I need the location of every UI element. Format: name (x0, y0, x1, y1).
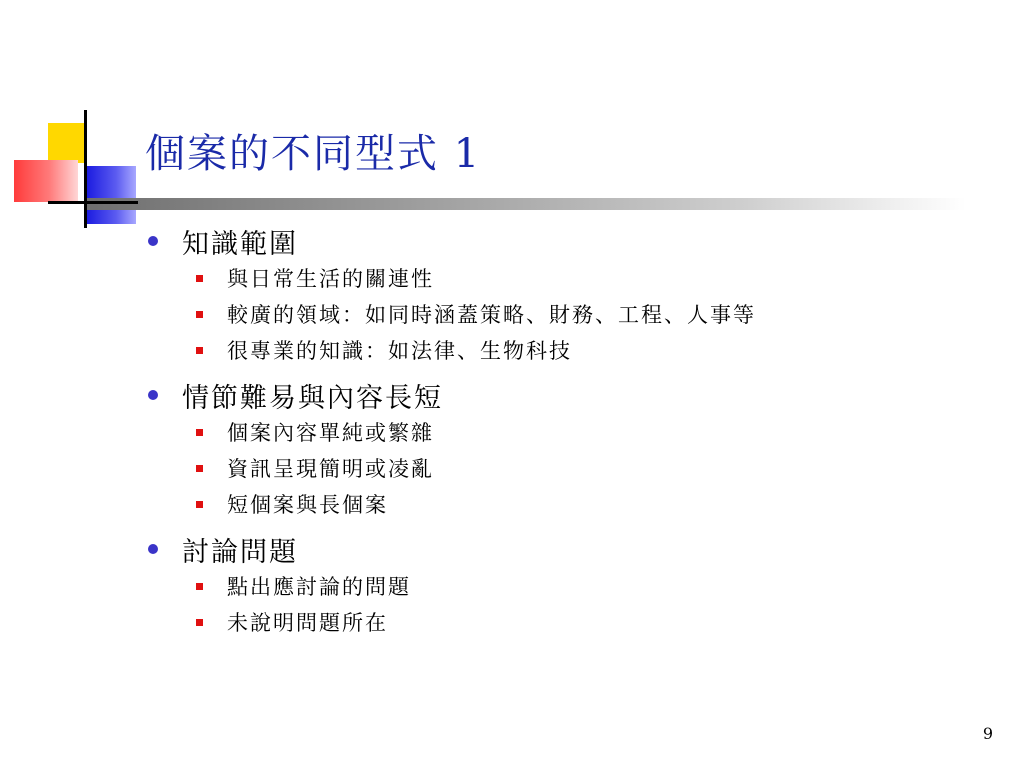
list-item-text: 與日常生活的關連性 (227, 267, 434, 291)
corner-decoration (0, 0, 1024, 240)
section-knowledge-scope (148, 222, 1008, 368)
list-item-text: 很專業的知識：如法律、生物科技 (227, 339, 572, 363)
square-bullet-icon (196, 311, 203, 318)
slide-title: 個案的不同型式 1 (145, 131, 482, 177)
list-item (148, 332, 1008, 368)
list-item (148, 568, 1008, 604)
bullet-dot-icon (148, 236, 158, 246)
bullet-dot-icon (148, 544, 158, 554)
section-discussion-questions (148, 530, 1008, 640)
sub-bullet-list (148, 260, 1008, 368)
sub-bullet-list (148, 414, 1008, 522)
list-item-text: 未說明問題所在 (227, 611, 388, 635)
list-item (148, 486, 1008, 522)
section-heading (148, 222, 1008, 260)
page-number: 9 (982, 724, 993, 743)
bullet-dot-icon (148, 390, 158, 400)
yellow-square-decoration (48, 123, 86, 163)
square-bullet-icon (196, 275, 203, 282)
list-item (148, 604, 1008, 640)
section-heading (148, 376, 1008, 414)
square-bullet-icon (196, 347, 203, 354)
list-item-text: 較廣的領域：如同時涵蓋策略、財務、工程、人事等 (227, 303, 756, 327)
section-heading (148, 530, 1008, 568)
section-heading-text: 討論問題 (182, 536, 298, 568)
list-item (148, 296, 1008, 332)
section-heading-text: 情節難易與內容長短 (182, 382, 443, 414)
list-item-text: 短個案與長個案 (227, 493, 388, 517)
square-bullet-icon (196, 619, 203, 626)
title-underline-rule (86, 198, 966, 210)
list-item (148, 260, 1008, 296)
list-item-text: 個案內容單純或繁雜 (227, 421, 434, 445)
list-item (148, 414, 1008, 450)
section-difficulty-length (148, 376, 1008, 522)
section-heading-text: 知識範圍 (182, 228, 298, 260)
sub-bullet-list (148, 568, 1008, 640)
horizontal-line-decoration (48, 201, 138, 204)
square-bullet-icon (196, 501, 203, 508)
list-item-text: 點出應討論的問題 (227, 575, 411, 599)
vertical-line-decoration (84, 110, 87, 228)
red-square-decoration (14, 160, 78, 202)
list-item (148, 450, 1008, 486)
square-bullet-icon (196, 429, 203, 436)
blue-square-decoration (86, 166, 136, 224)
slide-body (148, 222, 1008, 640)
square-bullet-icon (196, 465, 203, 472)
list-item-text: 資訊呈現簡明或凌亂 (227, 457, 434, 481)
square-bullet-icon (196, 583, 203, 590)
